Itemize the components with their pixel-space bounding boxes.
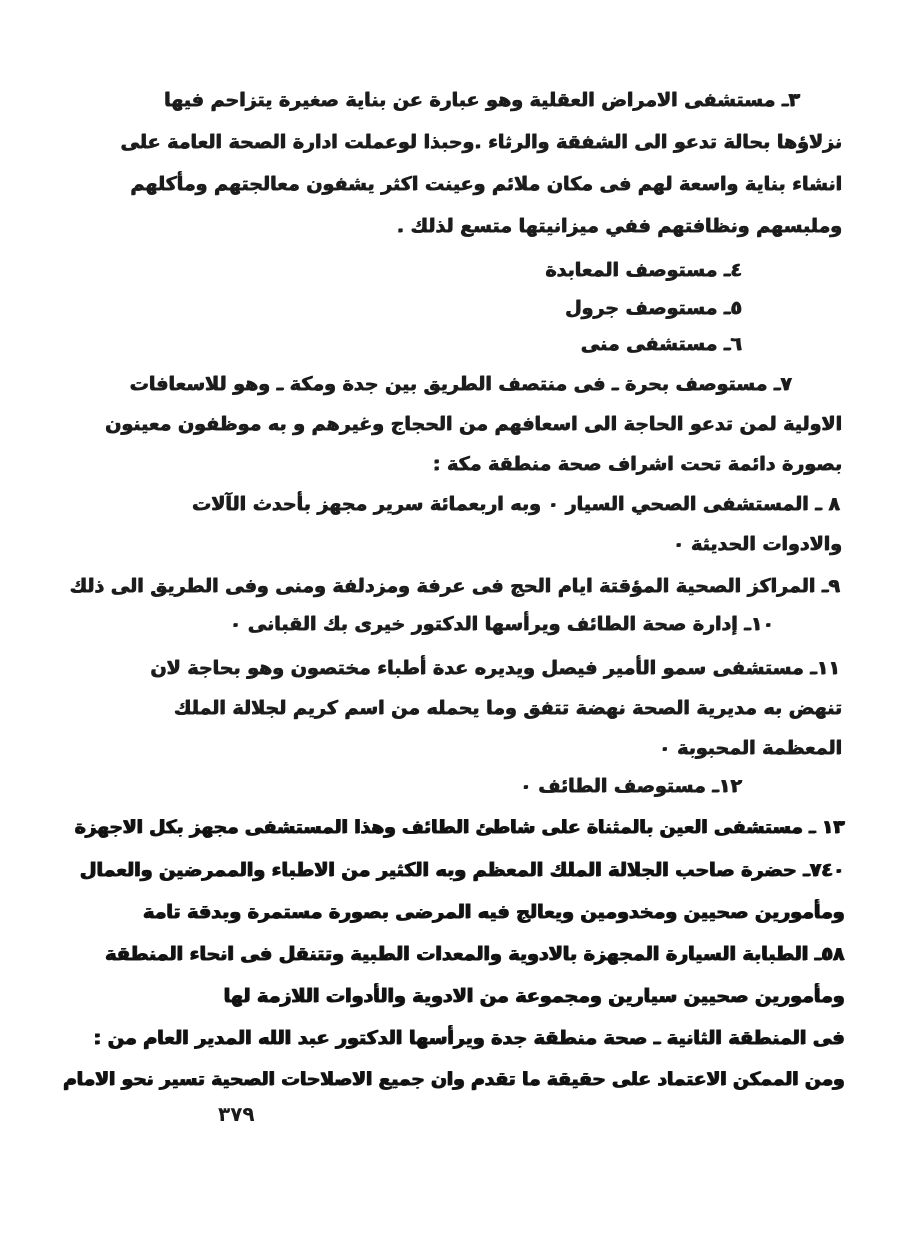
text-line: نزلاؤها بحالة تدعو الى الشفقة والرثاء .وحبذا لوعملت ادارة الصحة العامة على (120, 131, 842, 153)
text-line: ١٠ـ إدارة صحة الطائف ويرأسها الدكتور خيرى بك القبانى ٠ (229, 613, 774, 635)
text-line: فى المنطقة الثانية ـ صحة منطقة جدة ويرأسها الدكتور عبد الله المدير العام من : (92, 1027, 844, 1049)
text-line: تنهض به مديرية الصحة نهضة تتفق وما يحمله من اسم كريم لجلالة الملك (173, 697, 842, 719)
text-line: ٥٨ـ الطبابة السيارة المجهزة بالادوية والمعدات الطبية وتتنقل فى انحاء المنطقة (104, 943, 844, 965)
text-line: ٥ـ مستوصف جرول (565, 297, 742, 319)
text-line: ١٣ ـ مستشفى العين بالمثناة على شاطئ الطائف وهذا المستشفى مجهز بكل الاجهزة (74, 817, 844, 838)
text-line: بصورة دائمة تحت اشراف صحة منطقة مكة : (432, 453, 842, 475)
text-line: ٩ـ المراكز الصحية المؤقتة ايام الحج فى عرفة ومزدلفة ومنى وفى الطريق الى ذلك (69, 575, 840, 597)
text-line: ٨ ـ المستشفى الصحي السيار ٠ وبه اربعمائة سرير مجهز بأحدث الآلات (192, 493, 840, 515)
text-line: ومأمورين صحيين ومخدومين ويعالج فيه المرضى بصورة مستمرة وبدقة تامة (142, 901, 844, 923)
text-line: ٤ـ مستوصف المعابدة (545, 259, 742, 281)
text-line: ٧ـ مستوصف بحرة ـ فى منتصف الطريق بين جدة ومكة ـ وهو للاسعافات (129, 373, 792, 395)
text-line: ١٢ـ مستوصف الطائف ٠ (520, 775, 742, 797)
text-line: ومأمورين صحيين سيارين ومجموعة من الادوية والأدوات اللازمة لها (223, 985, 844, 1007)
text-line: ومن الممكن الاعتماد على حقيقة ما تقدم وان جميع الاصلاحات الصحية تسير نحو الامام (62, 1069, 844, 1090)
text-line: انشاء بناية واسعة لهم فى مكان ملائم وعينت اكثر يشفون معالجتهم ومأكلهم (130, 173, 842, 195)
text-line: ٧٤٠ـ حضرة صاحب الجلالة الملك المعظم وبه الكثير من الاطباء والممرضين والعمال (79, 859, 844, 881)
page-number: ٣٧٩ (218, 1102, 255, 1126)
text-line: والادوات الحديثة ٠ (672, 533, 842, 555)
text-line: الاولية لمن تدعو الحاجة الى اسعافهم من الحجاج وغيرهم و به موظفون معينون (105, 413, 842, 435)
text-line: المعظمة المحبوبة ٠ (658, 737, 842, 759)
text-line: ٦ـ مستشفى منى (580, 333, 742, 355)
text-line: ١١ـ مستشفى سمو الأمير فيصل ويديره عدة أطباء مختصون وهو بحاجة لان (150, 657, 840, 679)
text-line: وملبسهم ونظافتهم ففي ميزانيتها متسع لذلك . (396, 215, 842, 237)
text-line: ٣ـ مستشفى الامراض العقلية وهو عبارة عن بناية صغيرة يتزاحم فيها (164, 89, 800, 111)
